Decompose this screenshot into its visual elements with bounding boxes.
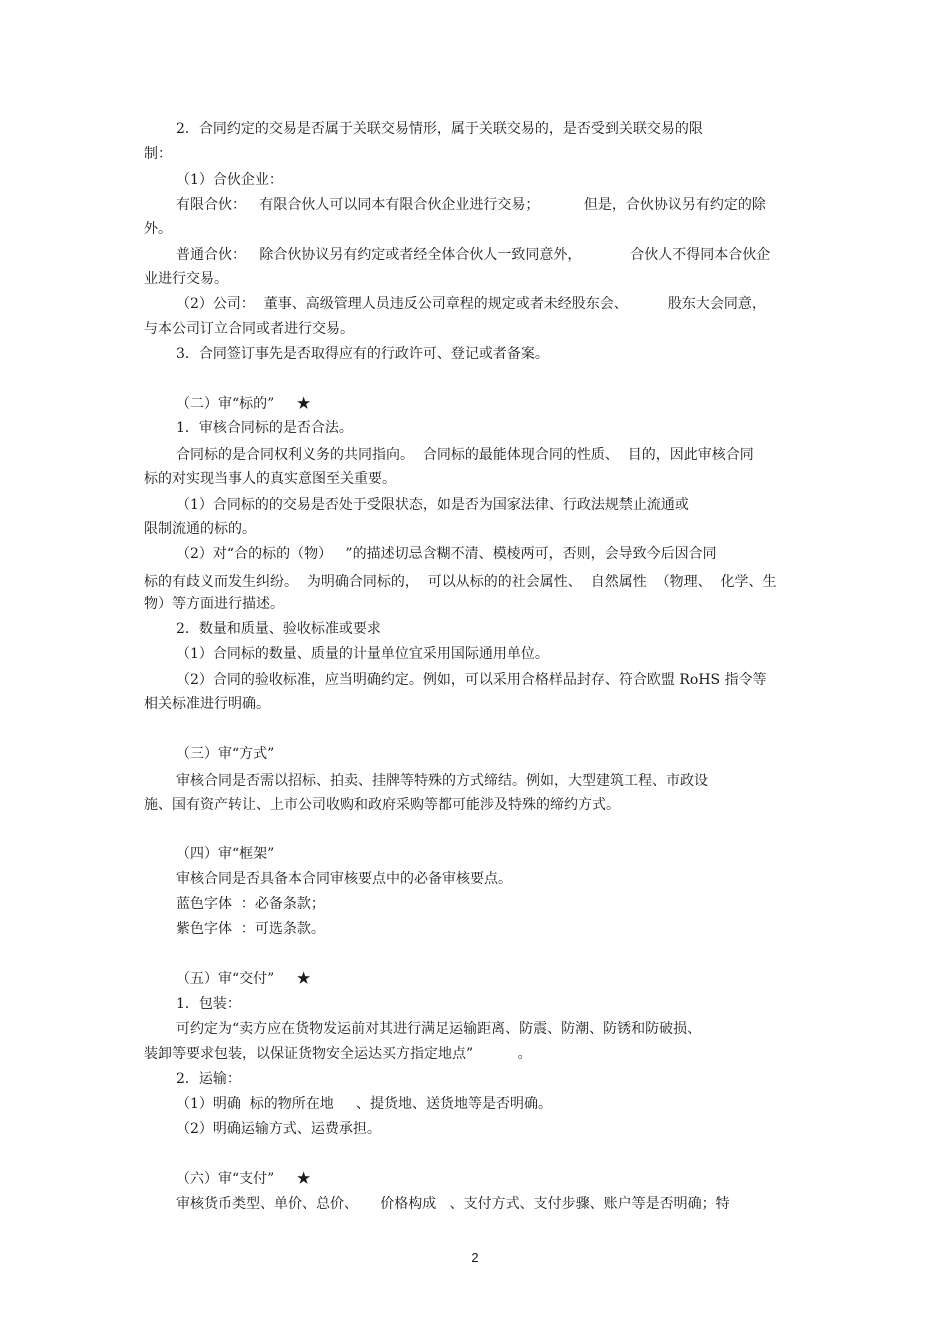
text-line: 可约定为“卖方应在货物发运前对其进行满足运输距离、防震、防潮、防锈和防破损、 <box>176 1021 702 1037</box>
text-line: 相关标准进行明确。 <box>144 696 270 712</box>
section-heading: （五）审“交付” ★ <box>176 971 311 987</box>
text-line: 普通合伙： 除合伙协议另有约定或者经全体合伙人一致同意外， 合伙人不得同本合伙企 <box>176 247 771 263</box>
text-line: 紫色字体 ：可选条款。 <box>176 921 325 937</box>
text-line: 外。 <box>144 221 172 237</box>
section-heading: （二）审“标的” ★ <box>176 396 311 412</box>
text-line: （2）明确运输方式、运费承担。 <box>176 1121 381 1137</box>
section-heading: （六）审“支付” ★ <box>176 1171 311 1187</box>
text-line: 审核合同是否具备本合同审核要点中的必备审核要点。 <box>176 871 512 887</box>
text-line: 标的有歧义而发生纠纷。 为明确合同标的， 可以从标的的社会属性、 自然属性 （物理、 化学、生 <box>144 574 777 590</box>
text-line: 与本公司订立合同或者进行交易。 <box>144 321 354 337</box>
text-line: 装卸等要求包装，以保证货物安全运达买方指定地点” 。 <box>144 1046 532 1062</box>
text-line: （2）合同的验收标准，应当明确约定。例如，可以采用合格样品封存、符合欧盟 RoHS 指令等 <box>176 672 767 688</box>
text-line: 2．合同约定的交易是否属于关联交易情形，属于关联交易的，是否受到关联交易的限 <box>176 121 703 137</box>
text-line: 业进行交易。 <box>144 271 228 287</box>
text-line: 制： <box>144 146 172 162</box>
text-line: 蓝色字体 ：必备条款； <box>176 896 325 912</box>
text-line: （2）对“合的标的（物） ”的描述切忌含糊不清、模棱两可，否则，会导致今后因合同 <box>176 546 717 562</box>
section-heading: （四）审“框架” <box>176 846 275 862</box>
text-line: 2．运输： <box>176 1071 241 1087</box>
text-line: （1）合同标的数量、质量的计量单位宜采用国际通用单位。 <box>176 646 549 662</box>
text-line: 施、国有资产转让、上市公司收购和政府采购等都可能涉及特殊的缔约方式。 <box>144 797 620 813</box>
text-line: 审核货币类型、单价、总价、 价格构成 、支付方式、支付步骤、账户等是否明确；特 <box>176 1196 730 1212</box>
text-line: 标的对实现当事人的真实意图至关重要。 <box>144 471 396 487</box>
text-line: （1）合伙企业： <box>176 172 283 188</box>
text-line: 1．包装： <box>176 996 241 1012</box>
text-line: 1．审核合同标的是否合法。 <box>176 420 353 436</box>
text-line: 审核合同是否需以招标、拍卖、挂牌等特殊的方式缔结。例如，大型建筑工程、市政设 <box>176 773 708 789</box>
section-heading: （三）审“方式” <box>176 746 275 762</box>
text-line: （1）明确 标的物所在地 、提货地、送货地等是否明确。 <box>176 1096 553 1112</box>
page-number: 2 <box>471 1250 479 1265</box>
text-line: 3．合同签订事先是否取得应有的行政许可、登记或者备案。 <box>176 346 549 362</box>
text-line: （1）合同标的的交易是否处于受限状态，如是否为国家法律、行政法规禁止流通或 <box>176 497 689 513</box>
text-line: 2．数量和质量、验收标准或要求 <box>176 621 381 637</box>
text-line: 物）等方面进行描述。 <box>144 596 284 612</box>
text-line: 限制流通的标的。 <box>144 521 256 537</box>
text-line: 有限合伙： 有限合伙人可以同本有限合伙企业进行交易； 但是，合伙协议另有约定的除 <box>176 197 766 213</box>
text-line: （2）公司： 董事、高级管理人员违反公司章程的规定或者未经股东会、 股东大会同意， <box>176 296 766 312</box>
text-line: 合同标的是合同权利义务的共同指向。 合同标的最能体现合同的性质、 目的，因此审核合同 <box>176 447 754 463</box>
